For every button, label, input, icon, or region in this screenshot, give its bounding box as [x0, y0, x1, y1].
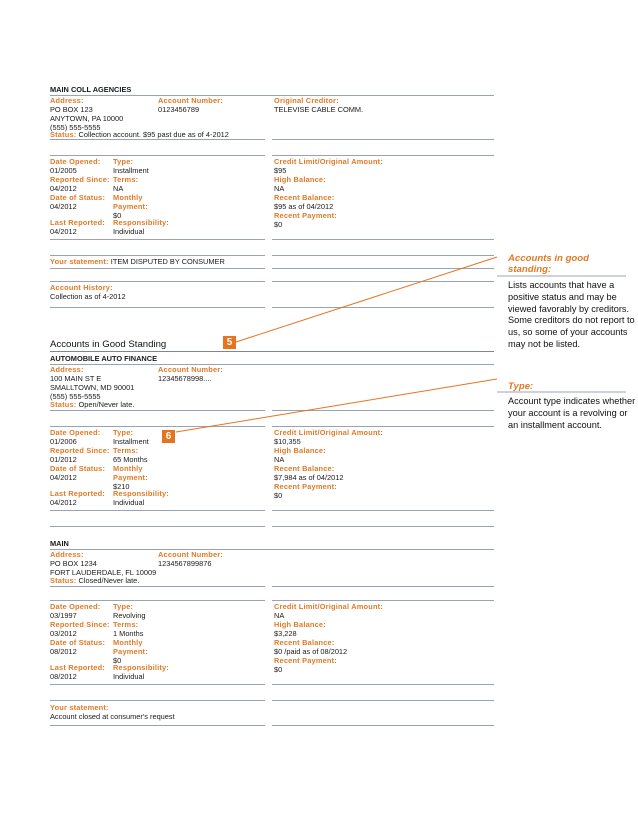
- last-reported-label: Last Reported:: [50, 489, 105, 498]
- recent-balance-label: Recent Balance:: [274, 638, 335, 647]
- payment-label: Payment:: [113, 202, 148, 211]
- last-reported: 04/2012: [50, 227, 77, 236]
- address-line-1: PO BOX 123: [50, 105, 93, 114]
- account-name: AUTOMOBILE AUTO FINANCE: [50, 354, 158, 363]
- recent-balance: $0 /paid as of 08/2012: [274, 647, 348, 656]
- last-reported: 08/2012: [50, 672, 77, 681]
- date-opened: 03/1997: [50, 611, 77, 620]
- credit-limit-label: Credit Limit/Original Amount:: [274, 428, 383, 437]
- status-value: Collection account. $95 past due as of 4-2012: [78, 130, 229, 139]
- status-label: Status:: [50, 130, 77, 139]
- address-line-2: SMALLTOWN, MD 90001: [50, 383, 135, 392]
- history-label: Account History:: [50, 283, 113, 292]
- date-of-status-label: Date of Status:: [50, 193, 106, 202]
- account-number: 0123456789: [158, 105, 200, 114]
- responsibility: Individual: [113, 227, 145, 236]
- reported-since-label: Reported Since:: [50, 620, 110, 629]
- history-value: Collection as of 4-2012: [50, 292, 126, 301]
- high-balance-label: High Balance:: [274, 175, 326, 184]
- responsibility-label: Responsibility:: [113, 663, 169, 672]
- recent-payment-label: Recent Payment:: [274, 211, 337, 220]
- address-line-2: FORT LAUDERDALE, FL 10009: [50, 568, 157, 577]
- type-value: Installment: [113, 166, 149, 175]
- sidebar-good-standing-body: Lists accounts that have a positive status and may be viewed favorably by creditors. Some creditors do not report to us, so some of your accounts may not be listed.: [508, 280, 635, 349]
- reported-since-label: Reported Since:: [50, 175, 110, 184]
- recent-balance-label: Recent Balance:: [274, 464, 335, 473]
- account-number: 1234567899876: [158, 559, 212, 568]
- reported-since: 01/2012: [50, 455, 77, 464]
- address-line-3: (555) 555-5555: [50, 123, 101, 132]
- payment-label: Payment:: [113, 473, 148, 482]
- recent-payment: $0: [274, 491, 283, 500]
- status-value: Open/Never late.: [78, 400, 135, 409]
- statement-value: Account closed at consumer's request: [50, 712, 175, 721]
- original-creditor: TELEVISE CABLE COMM.: [274, 105, 364, 114]
- reported-since: 03/2012: [50, 629, 77, 638]
- address-line-1: 100 MAIN ST E: [50, 374, 102, 383]
- account-number-label: Account Number:: [158, 365, 224, 374]
- callout-badge-6: 6: [162, 430, 175, 443]
- address-label: Address:: [50, 550, 84, 559]
- recent-payment-label: Recent Payment:: [274, 482, 337, 491]
- terms-label: Terms:: [113, 175, 139, 184]
- monthly-payment: $210: [113, 482, 130, 491]
- address-label: Address:: [50, 96, 84, 105]
- date-opened-label: Date Opened:: [50, 428, 101, 437]
- date-of-status: 04/2012: [50, 473, 77, 482]
- callout-badge-5: 5: [223, 336, 236, 349]
- date-opened-label: Date Opened:: [50, 602, 101, 611]
- date-of-status: 08/2012: [50, 647, 77, 656]
- recent-payment: $0: [274, 220, 283, 229]
- type-value: Installment: [113, 437, 149, 446]
- address-line-1: PO BOX 1234: [50, 559, 97, 568]
- credit-limit-label: Credit Limit/Original Amount:: [274, 157, 383, 166]
- statement-value: ITEM DISPUTED BY CONSUMER: [110, 257, 225, 266]
- sidebar-good-standing-title-1: Accounts in good: [508, 253, 590, 264]
- high-balance: $3,228: [274, 629, 297, 638]
- credit-limit: $95: [274, 166, 287, 175]
- monthly-label: Monthly: [113, 193, 143, 202]
- address-label: Address:: [50, 365, 84, 374]
- section-title: Accounts in Good Standing: [50, 339, 167, 350]
- last-reported: 04/2012: [50, 498, 77, 507]
- status-label: Status:: [50, 576, 77, 585]
- last-reported-label: Last Reported:: [50, 663, 105, 672]
- responsibility: Individual: [113, 672, 145, 681]
- sidebar-good-standing-title-2: standing:: [508, 264, 552, 275]
- date-of-status-label: Date of Status:: [50, 638, 106, 647]
- sidebar-type-title: Type:: [508, 381, 534, 392]
- terms-label: Terms:: [113, 446, 139, 455]
- type-label: Type:: [113, 428, 134, 437]
- monthly-payment: $0: [113, 211, 122, 220]
- terms-value: 1 Months: [113, 629, 144, 638]
- reported-since-label: Reported Since:: [50, 446, 110, 455]
- date-opened: 01/2006: [50, 437, 77, 446]
- credit-limit-label: Credit Limit/Original Amount:: [274, 602, 383, 611]
- terms-value: 65 Months: [113, 455, 148, 464]
- responsibility-label: Responsibility:: [113, 218, 169, 227]
- payment-label: Payment:: [113, 647, 148, 656]
- recent-balance-label: Recent Balance:: [274, 193, 335, 202]
- address-line-2: ANYTOWN, PA 10000: [50, 114, 124, 123]
- recent-payment-label: Recent Payment:: [274, 656, 337, 665]
- reported-since: 04/2012: [50, 184, 77, 193]
- date-opened-label: Date Opened:: [50, 157, 101, 166]
- recent-balance: $7,984 as of 04/2012: [274, 473, 344, 482]
- high-balance-label: High Balance:: [274, 446, 326, 455]
- last-reported-label: Last Reported:: [50, 218, 105, 227]
- account-number: 12345678998....: [158, 374, 212, 383]
- date-of-status: 04/2012: [50, 202, 77, 211]
- responsibility: Individual: [113, 498, 145, 507]
- terms-value: NA: [113, 184, 124, 193]
- original-creditor-label: Original Creditor:: [274, 96, 339, 105]
- sidebar-type-body: Account type indicates whether your account is a revolving or an installment account.: [508, 396, 636, 430]
- account-number-label: Account Number:: [158, 96, 224, 105]
- date-opened: 01/2005: [50, 166, 77, 175]
- callout-line-6: [176, 379, 497, 432]
- account-name: MAIN COLL AGENCIES: [50, 85, 132, 94]
- high-balance: NA: [274, 184, 285, 193]
- high-balance: NA: [274, 455, 285, 464]
- status-value: Closed/Never late.: [78, 576, 140, 585]
- statement-label: Your statement:: [50, 257, 109, 266]
- callout-line-5: [236, 257, 497, 342]
- high-balance-label: High Balance:: [274, 620, 326, 629]
- credit-limit: NA: [274, 611, 285, 620]
- monthly-label: Monthly: [113, 638, 143, 647]
- type-label: Type:: [113, 157, 134, 166]
- account-name: MAIN: [50, 539, 69, 548]
- type-value: Revolving: [113, 611, 146, 620]
- credit-limit: $10,355: [274, 437, 301, 446]
- address-line-3: (555) 555-5555: [50, 392, 101, 401]
- statement-label: Your statement:: [50, 703, 109, 712]
- recent-payment: $0: [274, 665, 283, 674]
- monthly-payment: $0: [113, 656, 122, 665]
- responsibility-label: Responsibility:: [113, 489, 169, 498]
- account-number-label: Account Number:: [158, 550, 224, 559]
- recent-balance: $95 as of 04/2012: [274, 202, 334, 211]
- terms-label: Terms:: [113, 620, 139, 629]
- date-of-status-label: Date of Status:: [50, 464, 106, 473]
- status-label: Status:: [50, 400, 77, 409]
- monthly-label: Monthly: [113, 464, 143, 473]
- type-label: Type:: [113, 602, 134, 611]
